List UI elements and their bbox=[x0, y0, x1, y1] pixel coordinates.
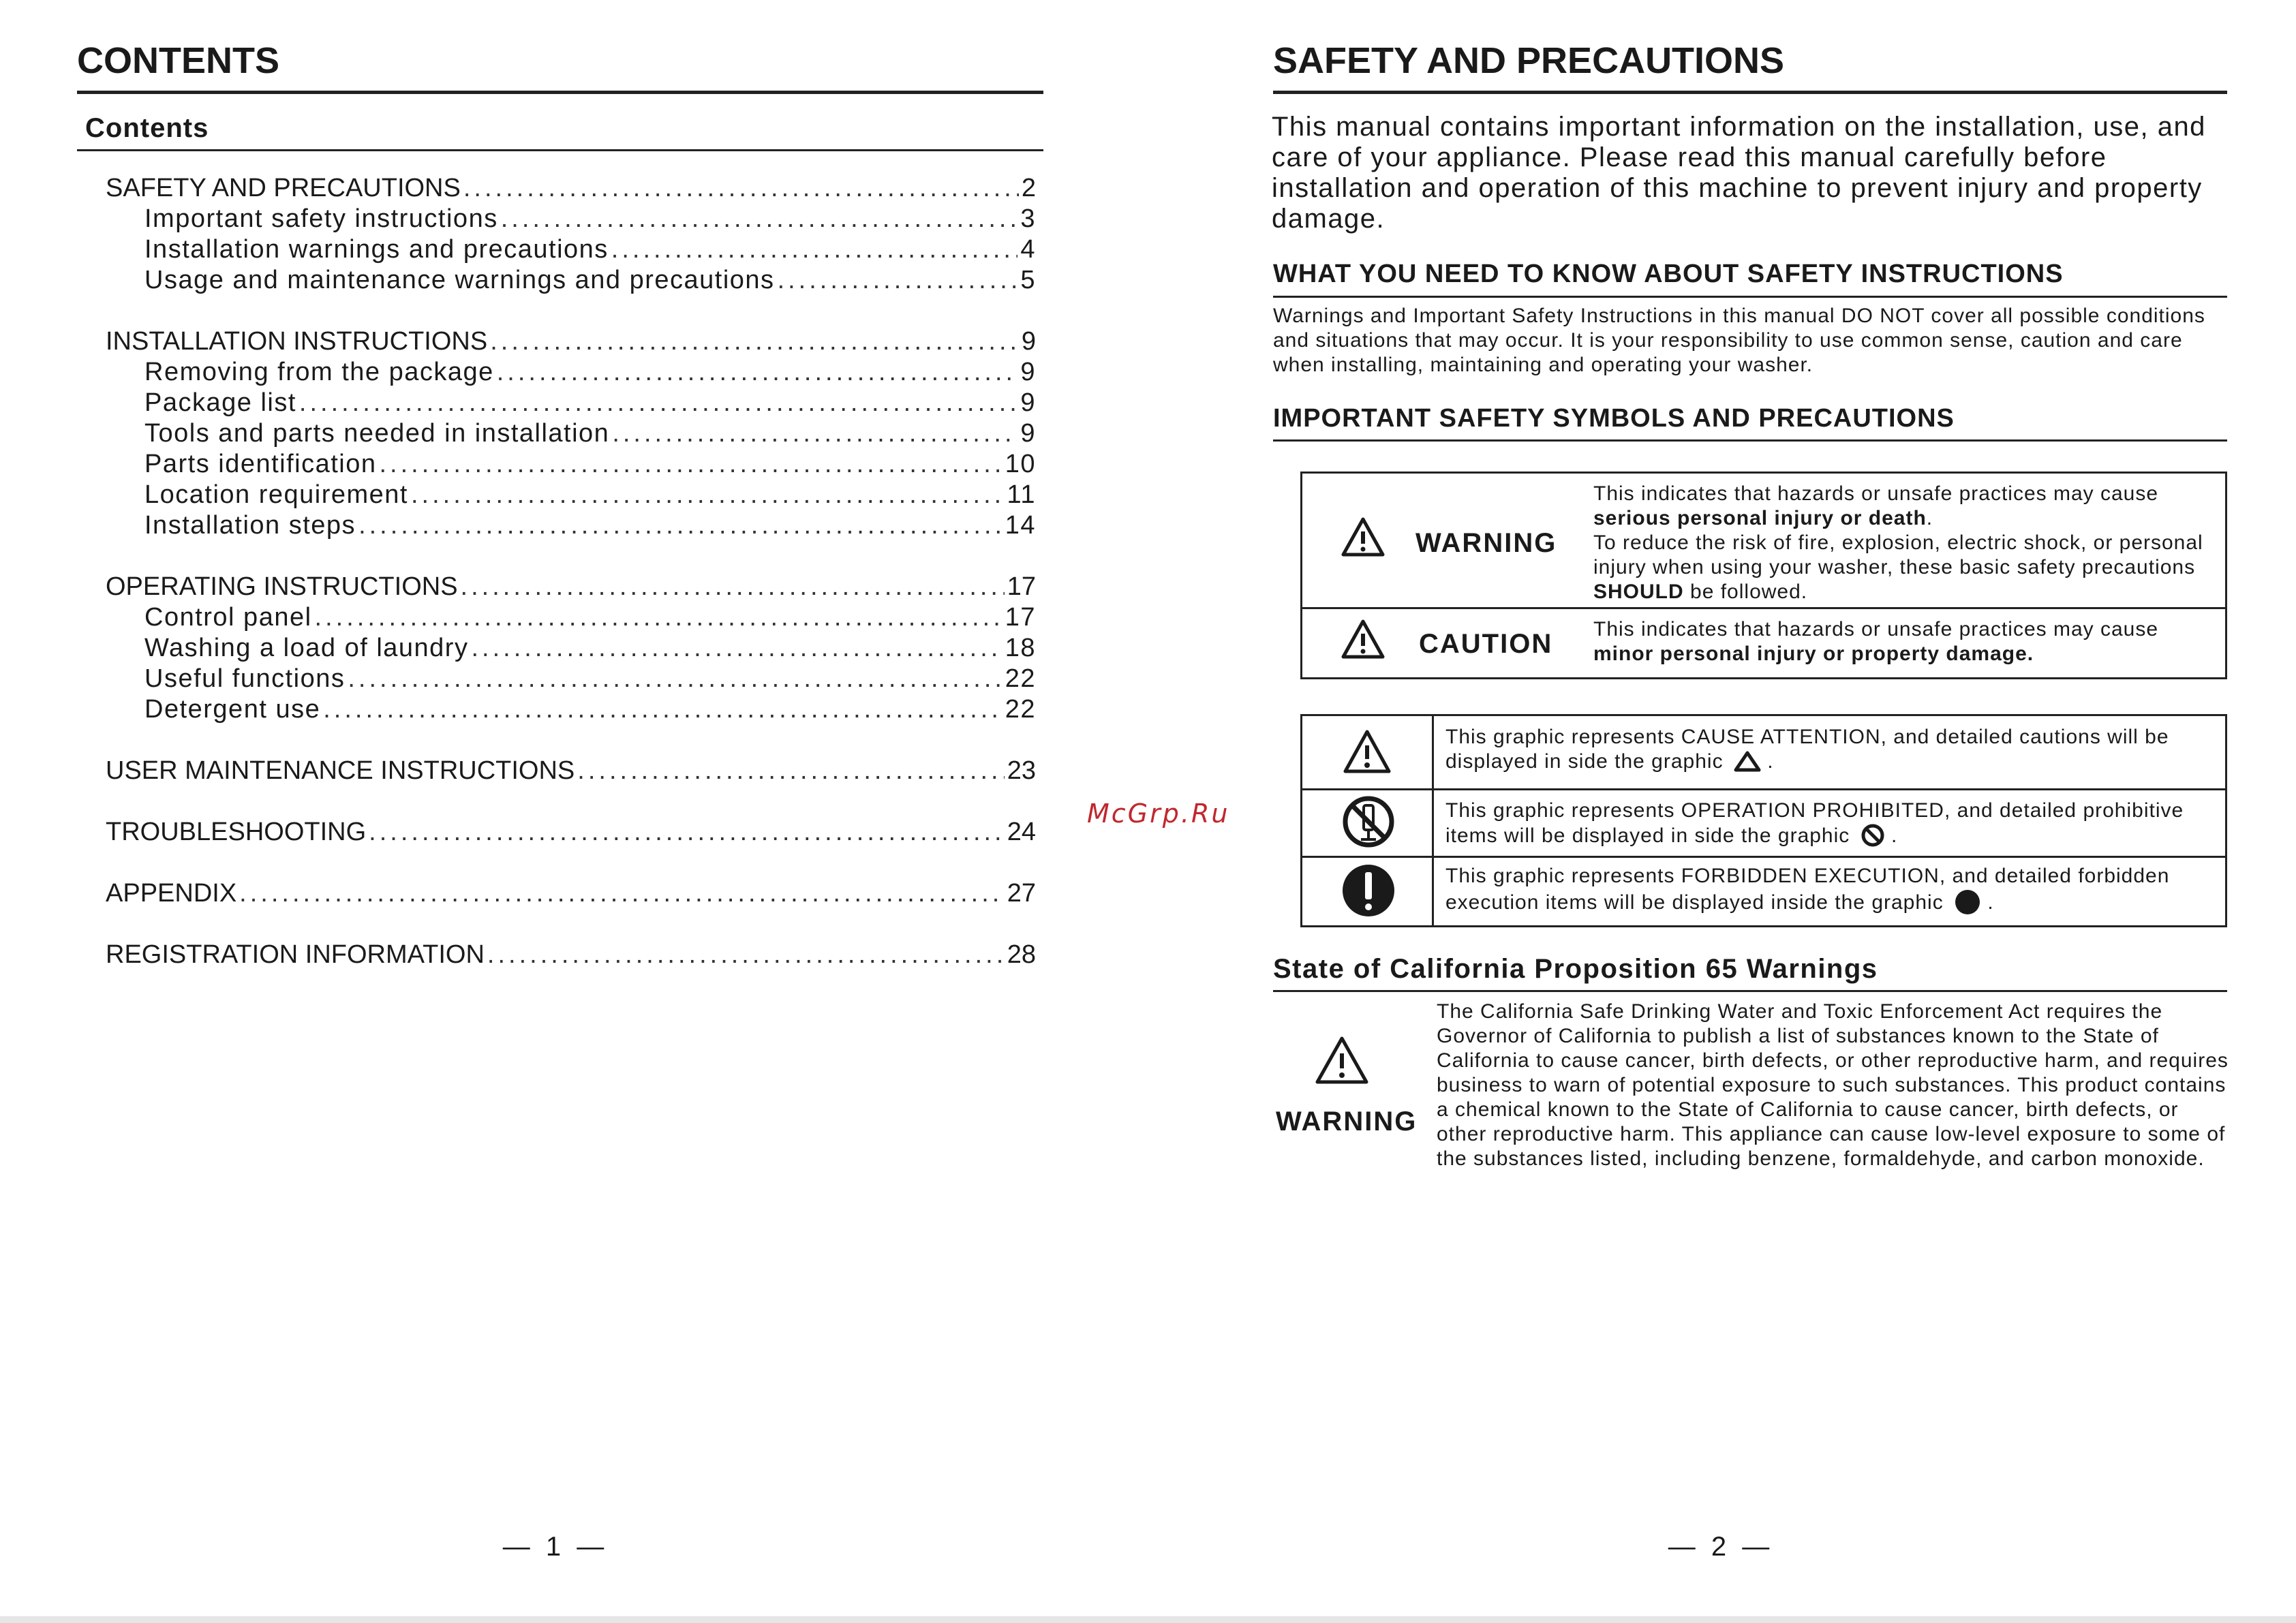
graphic-row-text: This graphic represents OPERATION PROHIBITED, and detailed prohibitive items will be displayed in side the graphic . bbox=[1445, 799, 2184, 847]
table-divider bbox=[1300, 607, 2227, 609]
safety-title: SAFETY AND PRECAUTIONS bbox=[1273, 40, 1785, 81]
prop65-warning-triangle-icon bbox=[1315, 1036, 1368, 1085]
toc-entry[interactable]: SAFETY AND PRECAUTIONS ..... 2 bbox=[106, 174, 1036, 205]
toc-entry[interactable]: Installation warnings and precautions ..... 4 bbox=[106, 235, 1036, 266]
caution-triangle-icon bbox=[1341, 619, 1385, 660]
toc-entry[interactable]: Usage and maintenance warnings and precautions ..... 5 bbox=[106, 266, 1036, 297]
toc-entry[interactable]: Removing from the package ..... 9 bbox=[106, 358, 1036, 389]
small-triangle-icon bbox=[1734, 750, 1761, 772]
toc-entry[interactable]: APPENDIX ..... 27 bbox=[106, 879, 1036, 910]
caution-triangle-icon bbox=[1343, 728, 1392, 777]
toc-entry[interactable]: Useful functions ..... 22 bbox=[106, 664, 1036, 696]
caution-label: CAUTION bbox=[1419, 629, 1553, 659]
toc-entry[interactable]: Installation steps ..... 14 bbox=[106, 511, 1036, 542]
toc-entry[interactable]: TROUBLESHOOTING ..... 24 bbox=[106, 818, 1036, 849]
small-filled-circle-icon bbox=[1954, 888, 1981, 916]
toc-entry[interactable]: Detergent use ..... 22 bbox=[106, 695, 1036, 726]
prop65-rule bbox=[1273, 990, 2227, 992]
contents-title: CONTENTS bbox=[77, 40, 279, 81]
caution-description: This indicates that hazards or unsafe practices may cause minor personal injury or property damage. bbox=[1593, 618, 2159, 665]
mandatory-exclamation-icon bbox=[1341, 863, 1396, 918]
graphic-row-text: This graphic represents FORBIDDEN EXECUTION, and detailed forbidden execution items will be displayed inside the graphic . bbox=[1445, 864, 2216, 916]
toc-entry[interactable]: INSTALLATION INSTRUCTIONS ..... 9 bbox=[106, 327, 1036, 358]
toc-entry[interactable]: OPERATING INSTRUCTIONS ..... 17 bbox=[106, 572, 1036, 604]
toc-entry[interactable]: Package list ..... 9 bbox=[106, 388, 1036, 420]
page-number-right: — 2 — bbox=[1668, 1532, 1774, 1562]
warning-label: WARNING bbox=[1415, 528, 1557, 558]
know-rule bbox=[1273, 296, 2227, 298]
contents-subtitle: Contents bbox=[85, 113, 209, 143]
toc-entry[interactable]: Washing a load of laundry ..... 18 bbox=[106, 634, 1036, 665]
watermark: McGrp.Ru bbox=[1087, 799, 1230, 829]
subtitle-rule bbox=[77, 149, 1043, 151]
toc-entry[interactable]: REGISTRATION INFORMATION ..... 28 bbox=[106, 940, 1036, 972]
know-paragraph: Warnings and Important Safety Instructions in this manual DO NOT cover all possible conditions and situations that may occur. It is your responsibility to use common sense, caution and care when installing, maintaining and operating your washer. bbox=[1273, 305, 2205, 376]
prop65-warning-label: WARNING bbox=[1276, 1107, 1418, 1137]
prop65-heading: State of California Proposition 65 Warnings bbox=[1273, 954, 1878, 984]
safety-title-rule bbox=[1273, 91, 2227, 94]
title-rule bbox=[77, 91, 1043, 94]
toc-entry[interactable]: Tools and parts needed in installation ..... 9 bbox=[106, 419, 1036, 450]
prop65-paragraph: The California Safe Drinking Water and Toxic Enforcement Act requires the Governor of California to publish a list of substances known to the State of California to cause cancer, birth defects, or other reproductive harm, and requires business to warn of potential exposure to such substances. This product contains a chemical known to the State of California to cause cancer, birth defects, or other reproductive harm. This appliance can cause low-level exposure to some of the substances listed, including benzene, formaldehyde, and carbon monoxide. bbox=[1437, 1000, 2229, 1170]
warning-description: This indicates that hazards or unsafe practices may cause serious personal injury or death. To reduce the risk of fire, explosion, electric shock, or personal injury when using your washer, these basic safety precautions SHOULD be followed. bbox=[1593, 482, 2203, 603]
table-column-divider bbox=[1432, 714, 1434, 927]
table-row-divider bbox=[1300, 788, 2227, 790]
toc-entry[interactable]: USER MAINTENANCE INSTRUCTIONS ..... 23 bbox=[106, 756, 1036, 788]
page-number-left: — 1 — bbox=[502, 1532, 609, 1562]
intro-paragraph: This manual contains important information on the installation, use, and care of your appliance. Please read this manual carefully before installation and operation of this machine to prevent injury and property damage. bbox=[1272, 112, 2206, 234]
symbols-rule bbox=[1273, 439, 2227, 442]
small-prohibited-icon bbox=[1861, 823, 1885, 848]
warning-triangle-icon bbox=[1341, 516, 1385, 557]
know-heading: WHAT YOU NEED TO KNOW ABOUT SAFETY INSTRUCTIONS bbox=[1273, 260, 2064, 288]
symbols-heading: IMPORTANT SAFETY SYMBOLS AND PRECAUTIONS bbox=[1273, 404, 1955, 433]
toc-entry[interactable]: Important safety instructions ..... 3 bbox=[106, 204, 1036, 236]
prohibited-icon bbox=[1341, 794, 1396, 849]
toc-entry[interactable]: Location requirement ..... 11 bbox=[106, 480, 1036, 512]
toc-entry[interactable]: Control panel ..... 17 bbox=[106, 603, 1036, 634]
toc-entry[interactable]: Parts identification ..... 10 bbox=[106, 450, 1036, 481]
graphic-row-text: This graphic represents CAUSE ATTENTION, and detailed cautions will be displayed in side the graphic . bbox=[1445, 726, 2169, 773]
page-bottom-edge bbox=[0, 1616, 2296, 1623]
table-row-divider bbox=[1300, 856, 2227, 858]
